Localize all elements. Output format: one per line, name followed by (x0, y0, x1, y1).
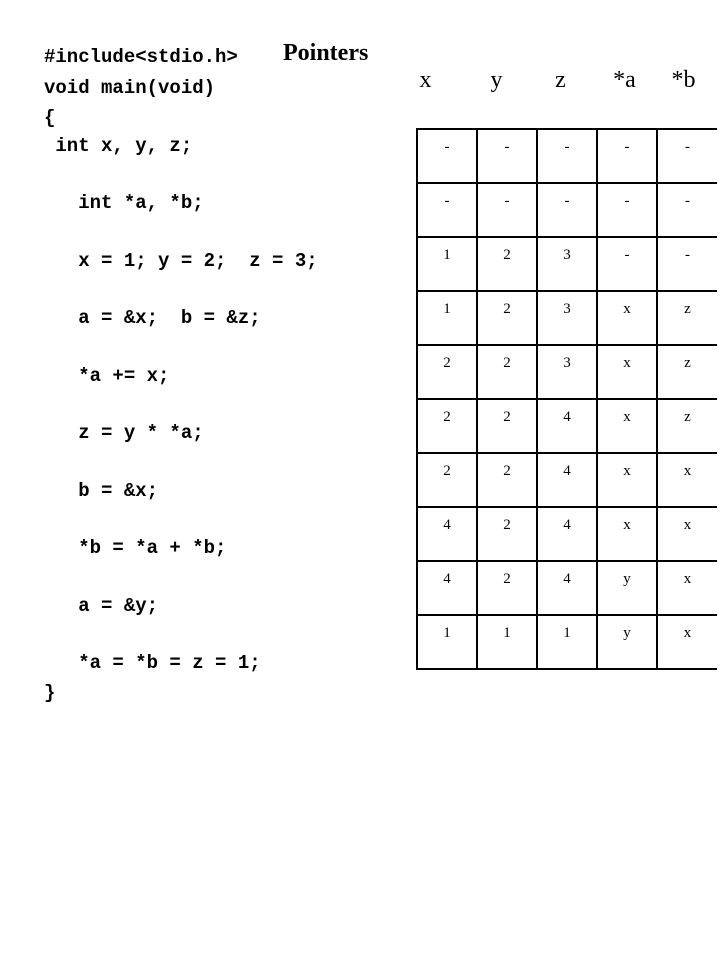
table-cell: 3 (537, 345, 597, 399)
table-cell: 1 (477, 615, 537, 669)
code-line-b-addr-x: b = &x; (44, 480, 159, 502)
table-cell: - (657, 183, 717, 237)
code-line-close-brace: } (44, 682, 56, 704)
table-row (417, 237, 717, 291)
code-line-z-product: z = y * *a; (44, 422, 204, 444)
table-cell: 2 (477, 453, 537, 507)
table-row (417, 615, 717, 669)
table-cell: - (417, 129, 477, 183)
code-line-chain-assign: *a = *b = z = 1; (44, 652, 261, 674)
table-cell: 2 (417, 345, 477, 399)
table-cell: x (597, 507, 657, 561)
table-cell: - (657, 237, 717, 291)
table-cell: z (657, 345, 717, 399)
code-line-int-decl: int x, y, z; (44, 135, 193, 157)
table-cell: 2 (477, 291, 537, 345)
code-line-assign-xyz: x = 1; y = 2; z = 3; (44, 250, 318, 272)
table-cell: 2 (477, 237, 537, 291)
table-cell: 2 (477, 399, 537, 453)
column-header-z: z (555, 67, 566, 93)
table-cell: 3 (537, 291, 597, 345)
table-cell: - (537, 183, 597, 237)
table-cell: z (657, 399, 717, 453)
table-cell: x (657, 615, 717, 669)
table-row (417, 291, 717, 345)
table-cell: 1 (537, 615, 597, 669)
code-line-open-brace: { (44, 107, 56, 129)
table-cell: 2 (417, 453, 477, 507)
table-cell: y (597, 615, 657, 669)
table-cell: - (537, 129, 597, 183)
table-cell: 4 (537, 561, 597, 615)
table-row (417, 453, 717, 507)
code-line-b-sum: *b = *a + *b; (44, 537, 227, 559)
column-header-x: x (419, 67, 432, 93)
table-row (417, 345, 717, 399)
code-line-main: void main(void) (44, 77, 216, 99)
table-cell: 1 (417, 615, 477, 669)
table-row (417, 507, 717, 561)
table-cell: x (597, 345, 657, 399)
table-cell: x (597, 291, 657, 345)
table-cell: - (417, 183, 477, 237)
column-header-b-ptr: *b (671, 67, 696, 93)
table-cell: - (597, 129, 657, 183)
code-line-add-assign: *a += x; (44, 365, 170, 387)
table-cell: - (477, 183, 537, 237)
table-row (417, 399, 717, 453)
table-cell: - (477, 129, 537, 183)
trace-table (416, 128, 717, 670)
table-cell: 4 (537, 399, 597, 453)
table-cell: 3 (537, 237, 597, 291)
table-cell: x (657, 561, 717, 615)
table-cell: 1 (417, 291, 477, 345)
code-line-include: #include<stdio.h> (44, 46, 238, 68)
table-row (417, 129, 717, 183)
table-cell: 2 (477, 507, 537, 561)
table-cell: 4 (417, 561, 477, 615)
table-cell: 4 (417, 507, 477, 561)
code-line-a-addr-y: a = &y; (44, 595, 159, 617)
table-cell: x (597, 453, 657, 507)
table-cell: x (597, 399, 657, 453)
column-header-y: y (490, 67, 503, 93)
table-cell: 2 (417, 399, 477, 453)
page-title: Pointers (283, 40, 369, 66)
table-cell: 4 (537, 453, 597, 507)
table-cell: - (597, 237, 657, 291)
table-row (417, 561, 717, 615)
table-cell: x (657, 453, 717, 507)
table-cell: - (597, 183, 657, 237)
table-cell: - (657, 129, 717, 183)
table-cell: 1 (417, 237, 477, 291)
table-cell: 2 (477, 561, 537, 615)
column-header-a-ptr: *a (613, 67, 636, 93)
table-cell: 2 (477, 345, 537, 399)
table-cell: x (657, 507, 717, 561)
table-cell: 4 (537, 507, 597, 561)
table-cell: z (657, 291, 717, 345)
code-line-ptr-decl: int *a, *b; (44, 192, 204, 214)
table-cell: y (597, 561, 657, 615)
table-row (417, 183, 717, 237)
code-line-assign-ab: a = &x; b = &z; (44, 307, 261, 329)
